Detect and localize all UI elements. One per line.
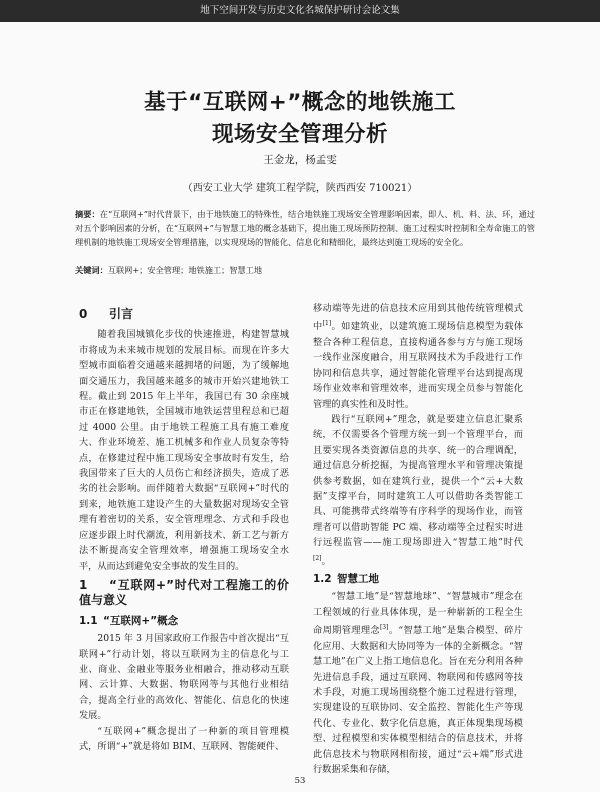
paragraph: 随着我国城镇化步伐的快速推进，构建智慧城市将成为未来城市规划的发展目标。而现在许多大型城市面临着交通越来越拥堵的问题，为了缓解地面交通压力，我国越来越多的城市开始兴建地铁工程。截止到 2015 年上半年，我国已有 30 余座城市正在修建地铁，全国城市地铁运营里程总和已超过 4000 公里。由于地铁工程施工具有施工难度大、作业环境差、施工机械多和作业人员复杂等特点，在修建过程中施工现场安全事故时有发生，给我国带来了巨大的人员伤亡和经济损失，造成了恶劣的社会影响。而伴随着大数据“互联网+”时代的到来，地铁施工建设产生的大量数据对现场安全管理有着密切的关系，安全管理理念、方式和手段也应逐步跟上时代潮流，利用新技术、新工艺与新方法不断提高安全管理效率，增强施工现场安全水平，从而达到避免安全事故的发生目的。	[79, 329, 289, 572]
keywords-text: 互联网+；安全管理；地铁施工；智慧工地	[107, 265, 263, 275]
authors: 王金龙，杨孟雯	[263, 154, 337, 166]
left-column	[79, 305, 289, 754]
subsection-title: 智慧工地	[337, 573, 379, 586]
paragraph-text: 践行“互联网+”理念，就是要建立信息汇聚系统，不仅需要各个管理方统一到一个管理平台，而且要实现各类资源信息的共享、统一的合理调配，通过信息分析挖掘，为提高管理水平和管理决策提供参考数据，如在建筑行业，提供一个“云+大数据”支撑平台，同时建筑工人可以借助各类智能工具、可能携带式终端等有序科学的现场作业，而管理者可以借助智能 PC 端、移动端等全过程实时进行远程监管——施工现场即进入“智慧工地”时代	[313, 413, 523, 549]
section-heading-1	[79, 578, 289, 609]
keywords	[75, 265, 535, 276]
subsection-heading-1-2	[313, 572, 523, 587]
paragraph-text: 。	[321, 555, 331, 567]
affiliation: （西安工业大学 建筑工程学院，陕西西安 710021）	[182, 183, 418, 194]
abstract-text: 在“互联网+”时代背景下，由于地铁施工的特殊性，结合地铁施工现场安全管理影响因素，即人、机、料、法、环，通过对五个影响因素的分析，在“互联网+”与智慧工地的概念基础下，提出施工现场预防控制、施工过程实时控制和全寿命施工的管理机制的地铁施工现场安全管理措施，以实现现场的智能化、信息化和精细化，最终达到施工现场的安全化。	[75, 209, 535, 247]
paragraph-text: 。如建筑业，以建筑施工现场信息模型为载体整合各种工程信息，直接构通各参与方与施工现场一线作业深度融合，用互联网技术为手段进行工作协同和信息共享，通过智能化管理平台达到提高现场作业效率和管理效率，进而实现全员参与智能化管理的真实性和及时性。	[313, 321, 524, 410]
paper-title-line-2: 现场安全管理分析	[211, 122, 388, 147]
keywords-label: 关键词：	[75, 265, 108, 275]
section-title: 引言	[109, 307, 134, 321]
citation-ref: [1]	[322, 320, 332, 328]
paper-title-line-1: 基于“互联网+”概念的地铁施工	[144, 90, 456, 115]
page-number: 53	[294, 776, 306, 786]
section-number: 0	[79, 307, 88, 321]
paragraph: “互联网+”概念提出了一种新的项目管理模式，所谓“+”就是将如 BIM、互联网、智能硬件、	[79, 725, 289, 752]
paragraph	[313, 412, 523, 569]
right-column	[313, 301, 523, 777]
paragraph	[313, 301, 523, 412]
running-header: 地下空间开发与历史文化名城保护研讨会论文集	[0, 0, 600, 22]
section-number: 1	[79, 577, 88, 592]
subsection-heading-1-1	[79, 614, 289, 629]
subsection-title: “互联网+”概念	[103, 614, 179, 627]
paragraph: 2015 年 3 月国家政府工作报告中首次提出“互联网+”行动计划，将以互联网为主的信息化与工业、商业、金融业等服务业相融合，推动移动互联网、云计算、大数据、物联网等与其他行业相结合，提高全行业的高效化、智能化、信息化的快速发展。	[79, 633, 289, 722]
abstract	[75, 207, 535, 249]
paragraph-text: 移动端等先进的信息技术应用到其他传统管理模式中	[313, 303, 523, 333]
subsection-number: 1.2	[313, 573, 332, 586]
paragraph-text: “智慧工地”是“智慧地球”、“智慧城市”理念在工程领域的行业具体体现，是一种崭新的工程全生命周期管理理念	[313, 591, 523, 637]
section-title: “互联网+”时代对工程施工的价值与意义	[79, 577, 289, 608]
citation-ref: [2]	[313, 554, 322, 562]
abstract-label: 摘要：	[75, 209, 100, 219]
paragraph	[313, 589, 523, 777]
section-heading-intro	[79, 307, 289, 322]
paragraph-text: 。“智慧工地”是集合模型、碎片化应用、大数据和大协同等为一体的全新概念。“智慧工地”在广义上指工地信息化。旨在充分利用各种先进信息手段，通过互联网、物联网和传感网等技术手段，对施工现场围绕整个施工过程进行管理，实现建设的互联协同、安全监控、智能化生产等现代化、专业化、数字化信息施，真正体现集现场模型、过程模型和实体模型相结合的信息技术，并将此信息技术与物联网相衔接，通过“云+端”形式进行数据采集和存储，	[313, 625, 523, 775]
citation-ref: [3]	[379, 624, 389, 632]
subsection-number: 1.1	[79, 614, 98, 627]
